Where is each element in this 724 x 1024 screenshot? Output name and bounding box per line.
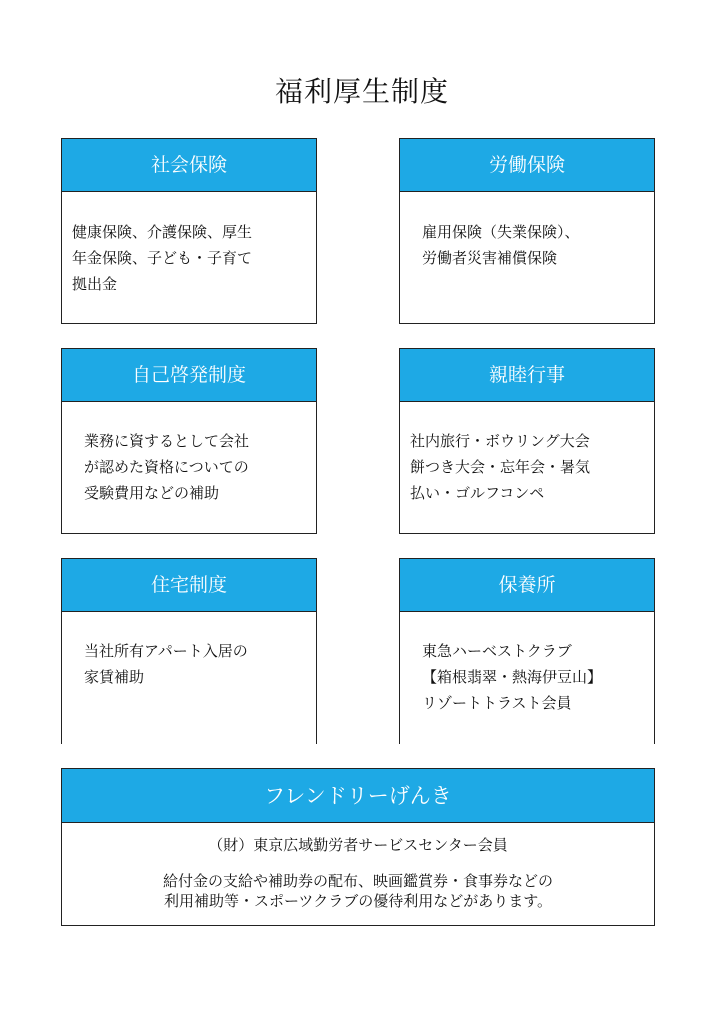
card-body — [400, 612, 654, 716]
card-text-line: 【箱根翡翠・熱海伊豆山】 — [422, 668, 603, 686]
card-body — [400, 192, 654, 271]
card-subtitle: （財）東京広域勤労者サービスセンター会員 — [208, 836, 508, 854]
card-text-line: 東急ハーベストクラブ — [422, 642, 572, 660]
card-social-events — [399, 348, 655, 534]
card-text-line: が認めた資格についての — [84, 458, 249, 476]
card-heading: 自己啓発制度 — [62, 349, 316, 402]
card-text-line: 家賃補助 — [84, 668, 145, 686]
card-heading: フレンドリーげんき — [62, 769, 654, 823]
card-text-line: 餅つき大会・忘年会・暑気 — [410, 458, 591, 476]
card-text-line: 社内旅行・ボウリング大会 — [410, 432, 590, 450]
card-text-line: リゾートトラスト会員 — [422, 694, 572, 712]
page-title: 福利厚生制度 — [274, 75, 449, 108]
card-resort — [399, 558, 655, 744]
card-friendly-genki — [61, 768, 655, 926]
card-heading: 労働保険 — [400, 139, 654, 192]
card-heading: 親睦行事 — [400, 349, 654, 402]
card-text-line: 給付金の支給や補助券の配布、映画鑑賞券・食事券などの — [162, 872, 553, 890]
card-body — [62, 192, 316, 297]
card-body — [62, 402, 316, 506]
card-heading: 保養所 — [400, 559, 654, 612]
card-self-development — [61, 348, 317, 534]
card-heading: 社会保険 — [62, 139, 316, 192]
card-body — [62, 833, 654, 911]
card-text-line: 受験費用などの補助 — [84, 484, 220, 502]
card-text-line: 当社所有アパート入居の — [84, 642, 248, 660]
card-text-line: 年金保険、子ども・子育て — [72, 249, 253, 267]
card-text-line: 拠出金 — [72, 275, 118, 293]
card-housing — [61, 558, 317, 744]
card-labor-insurance — [399, 138, 655, 324]
card-body — [400, 402, 654, 506]
card-text-line: 健康保険、介護保険、厚生 — [72, 223, 253, 241]
card-body — [62, 612, 316, 690]
card-text-line: 雇用保険（失業保険）、 — [422, 223, 580, 241]
card-social-insurance — [61, 138, 317, 324]
card-description — [62, 871, 654, 911]
card-text-line: 業務に資するとして会社 — [84, 432, 250, 450]
card-text-line: 払い・ゴルフコンペ — [410, 484, 545, 502]
card-text-line: 労働者災害補償保険 — [422, 249, 558, 267]
card-text-line: 利用補助等・スポーツクラブの優待利用などがあります。 — [163, 892, 553, 910]
card-heading: 住宅制度 — [62, 559, 316, 612]
